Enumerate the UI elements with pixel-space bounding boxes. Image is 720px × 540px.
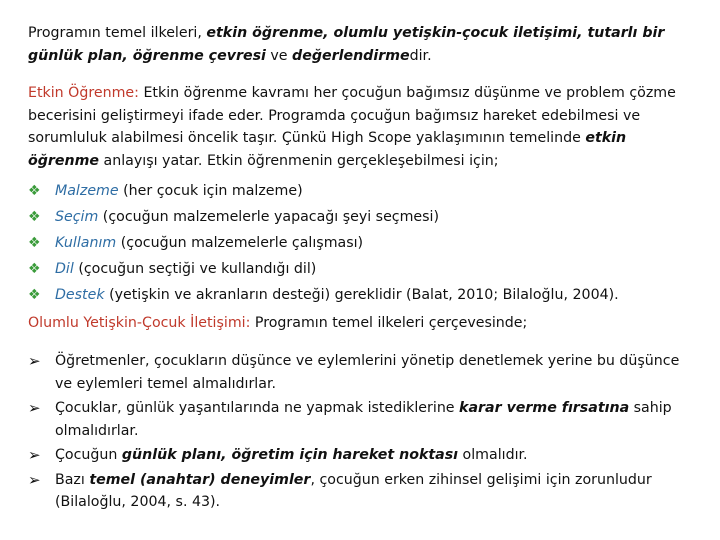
list-item — [28, 230, 698, 256]
active-learning-text: Etkin öğrenme kavramı her çocuğun bağımsız düşünme ve problem çözme becerisini geliştirmeyi ifade eder. Programda çocuğun bağımsız hareket edebilmesi ve sorumluluk alabilmesi öncelik taşır. Çünkü High Scope yaklaşımının temelinde — [28, 85, 676, 146]
arrow-bullet-icon: ➢ — [28, 399, 41, 417]
arrow-bullet-icon: ➢ — [28, 352, 41, 370]
item-text: Öğretmenler, çocukların düşünce ve eylemlerini yönetip denetlemek yerine bu düşünce ve eylemleri temel almalıdırlar. — [55, 353, 680, 392]
requirement-desc: (yetişkin ve akranların desteği) gereklidir (Balat, 2010; Bilaloğlu, 2004). — [104, 287, 619, 303]
item-text: Çocuklar, günlük yaşantılarında ne yapmak istediklerine — [55, 400, 460, 416]
active-learning-paragraph — [28, 82, 698, 172]
item-text-after: olmalıdır. — [458, 447, 528, 463]
item-text-after: , çocuğun erken zihinsel gelişimi için zorunludur (Bilaloğlu, 2004, s. 43). — [55, 471, 652, 510]
list-item — [28, 350, 698, 395]
requirement-term: Malzeme — [55, 183, 119, 199]
intro-evaluation: değerlendirme — [292, 47, 410, 64]
active-learning-em: etkin öğrenme — [28, 130, 627, 169]
list-item — [28, 178, 698, 204]
arrow-bullet-icon: ➢ — [28, 446, 41, 464]
requirement-term: Seçim — [55, 209, 99, 225]
list-item — [28, 256, 698, 282]
requirement-desc: (çocuğun malzemelerle yapacağı şeyi seçmesi) — [98, 209, 440, 225]
intro-text-3: dir. — [409, 47, 432, 64]
requirement-desc: (her çocuk için malzeme) — [118, 183, 303, 199]
requirements-list — [28, 178, 698, 308]
requirement-desc: (çocuğun seçtiği ve kullandığı dil) — [73, 261, 317, 277]
item-text: Çocuğun — [55, 447, 122, 463]
list-item — [28, 397, 698, 442]
intro-text-2: ve — [265, 47, 293, 64]
requirement-term: Dil — [55, 261, 74, 277]
requirement-term: Kullanım — [55, 235, 117, 251]
diamond-bullet-icon: ❖ — [28, 209, 41, 225]
item-text: Bazı — [55, 471, 90, 488]
positive-comm-heading: Olumlu Yetişkin-Çocuk İletişimi: — [28, 315, 251, 331]
list-item — [28, 204, 698, 230]
intro-principles: etkin öğrenme, olumlu yetişkin-çocuk iletişimi, tutarlı bir günlük plan, öğrenme çevresi — [28, 25, 665, 64]
principles-list — [28, 350, 698, 516]
active-learning-heading: Etkin Öğrenme: — [28, 85, 139, 101]
item-em: temel (anahtar) deneyimler — [89, 471, 311, 488]
diamond-bullet-icon: ❖ — [28, 261, 41, 277]
arrow-bullet-icon: ➢ — [28, 470, 41, 489]
active-learning-text-2: anlayışı yatar. Etkin öğrenmenin gerçekleşebilmesi için; — [99, 152, 499, 169]
diamond-bullet-icon: ❖ — [28, 287, 41, 303]
list-item — [28, 469, 698, 514]
positive-comm-paragraph — [28, 312, 698, 335]
diamond-bullet-icon: ❖ — [28, 183, 41, 199]
positive-comm-text: Programın temel ilkeleri çerçevesinde; — [250, 315, 528, 331]
intro-paragraph — [28, 22, 698, 67]
item-em: karar verme fırsatına — [459, 400, 630, 416]
item-text-after: sahip olmalıdırlar. — [55, 400, 672, 439]
list-item — [28, 444, 698, 467]
intro-text: Programın temel ilkeleri, — [28, 25, 207, 41]
requirement-term: Destek — [55, 287, 105, 303]
list-item — [28, 282, 698, 308]
item-em: günlük planı, öğretim için hareket noktası — [121, 447, 459, 463]
requirement-desc: (çocuğun malzemelerle çalışması) — [116, 235, 364, 251]
diamond-bullet-icon: ❖ — [28, 235, 41, 251]
